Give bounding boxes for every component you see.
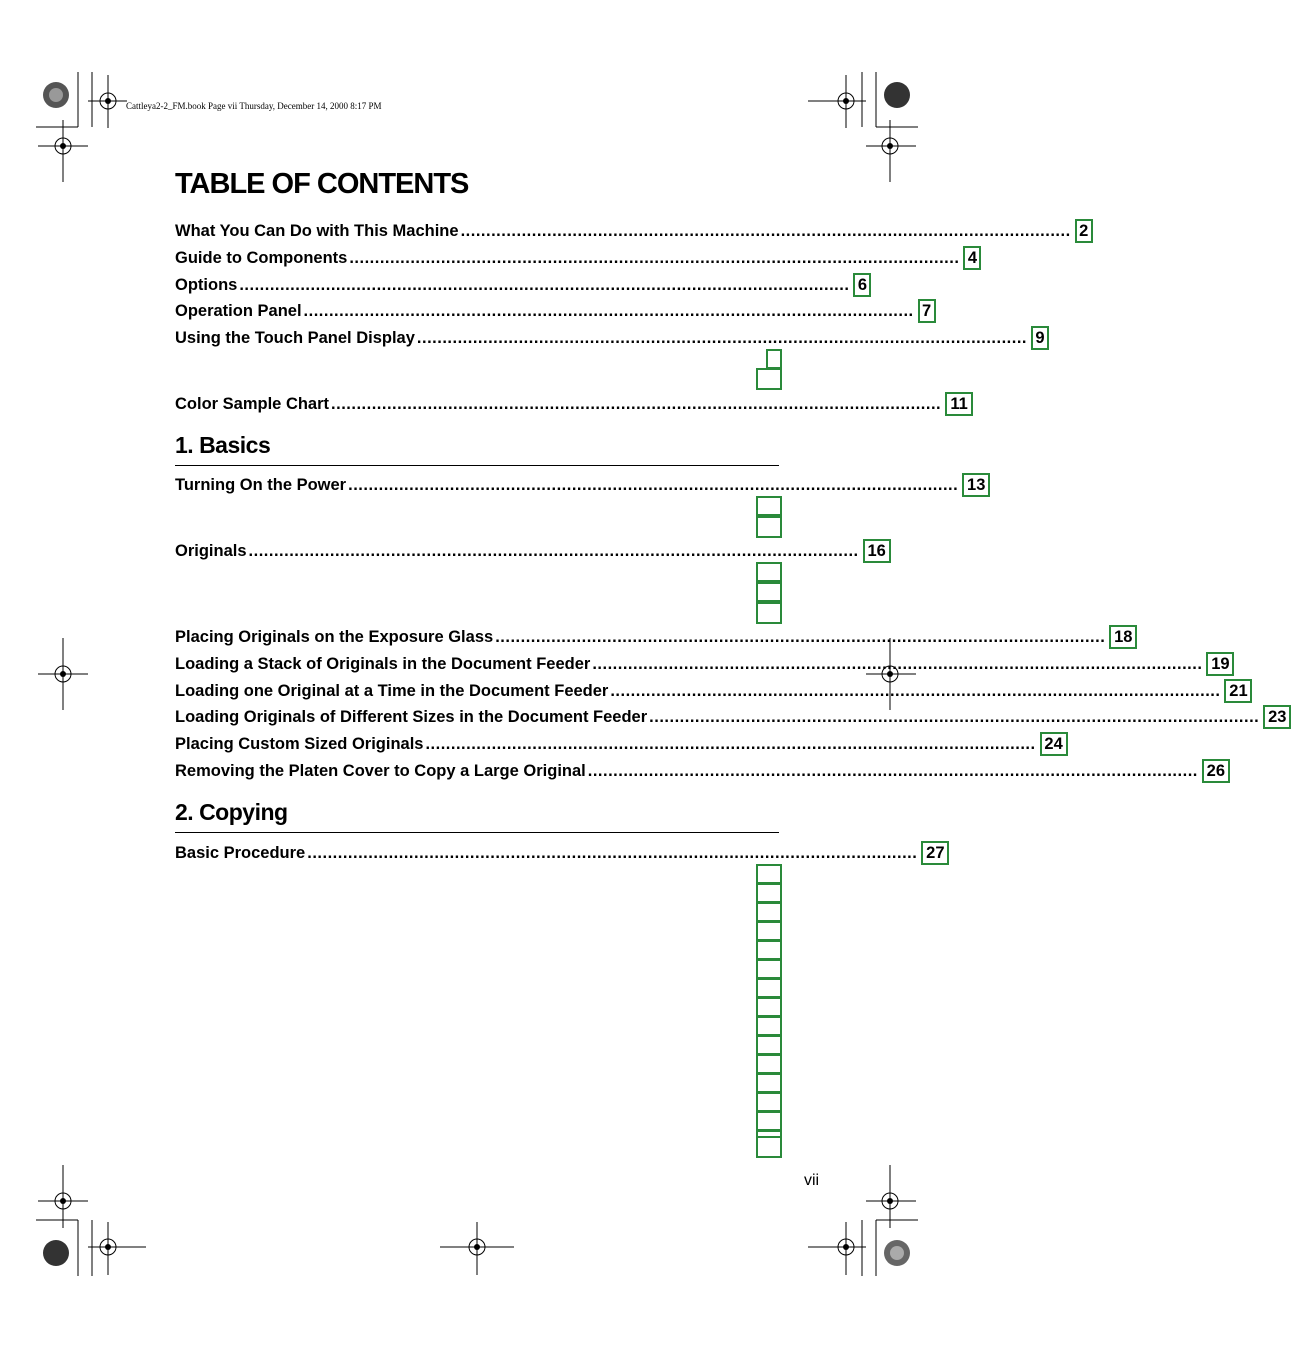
dot-leader: ........................................................................................................................ [239, 275, 850, 294]
page-link[interactable]: 13 [962, 473, 990, 497]
toc-entry-different-sizes[interactable] [175, 704, 1287, 730]
empty-link-box[interactable] [756, 1035, 782, 1055]
toc-entry-operation-panel[interactable] [175, 298, 932, 324]
dot-leader: ........................................................................................................................ [495, 627, 1106, 646]
toc-title: TABLE OF CONTENTS [175, 168, 469, 200]
dot-leader: ........................................................................................................................ [303, 301, 914, 320]
empty-link-box[interactable] [756, 959, 782, 979]
dot-leader: ........................................................................................................................ [248, 541, 859, 560]
page-number: vii [804, 1172, 820, 1189]
dot-leader: ........................................................................................................................ [425, 734, 1036, 753]
page-link[interactable]: 23 [1263, 705, 1291, 729]
empty-link-box[interactable] [756, 1136, 782, 1158]
page-link[interactable]: 11 [945, 392, 973, 416]
page-link[interactable]: 9 [1031, 326, 1049, 350]
empty-link-box[interactable] [756, 1073, 782, 1093]
empty-link-box[interactable] [756, 978, 782, 998]
dot-leader: ........................................................................................................................ [460, 221, 1071, 240]
dot-leader: ........................................................................................................................ [592, 654, 1203, 673]
empty-link-box[interactable] [756, 368, 782, 390]
empty-link-box[interactable] [756, 883, 782, 903]
dot-leader: ........................................................................................................................ [348, 475, 959, 494]
empty-link-box[interactable] [766, 349, 782, 369]
toc-entry-custom-sized[interactable] [175, 731, 1063, 757]
toc-entry-one-original[interactable] [175, 678, 1248, 704]
toc-entry-touch-panel[interactable] [175, 325, 1045, 351]
page-link[interactable]: 2 [1075, 219, 1093, 243]
dot-leader: ........................................................................................................................ [349, 248, 960, 267]
page-link[interactable]: 19 [1206, 652, 1234, 676]
toc-entry-originals[interactable] [175, 538, 886, 564]
dot-leader: ........................................................................................................................ [307, 843, 918, 862]
toc-entry-label: Placing Originals on the Exposure Glass [175, 627, 494, 646]
dot-leader: ........................................................................................................................ [416, 328, 1028, 347]
toc-entry-label: Operation Panel [175, 301, 302, 320]
empty-link-box[interactable] [756, 940, 782, 960]
empty-link-box[interactable] [756, 582, 782, 602]
page-link[interactable]: 27 [921, 841, 949, 865]
dot-leader: ........................................................................................................................ [649, 707, 1260, 726]
dot-leader: ........................................................................................................................ [331, 394, 942, 413]
toc-entry-label: Guide to Components [175, 248, 348, 267]
toc-entry-label: Options [175, 275, 238, 294]
toc-entry-label: Color Sample Chart [175, 394, 330, 413]
empty-link-box[interactable] [756, 496, 782, 516]
print-header-line: Cattleya2-2_FM.book Page vii Thursday, December 14, 2000 8:17 PM [126, 101, 382, 111]
dot-leader: ........................................................................................................................ [610, 681, 1221, 700]
empty-link-box[interactable] [756, 562, 782, 582]
page-link[interactable]: 16 [863, 539, 891, 563]
toc-entry-label: Loading a Stack of Originals in the Document Feeder [175, 654, 591, 673]
page-link[interactable]: 26 [1202, 759, 1230, 783]
toc-entry-label: Using the Touch Panel Display [175, 328, 415, 347]
chapter-heading-copying: 2. Copying [175, 799, 779, 833]
empty-link-box[interactable] [756, 997, 782, 1017]
toc-entry-label: Originals [175, 541, 247, 560]
empty-link-box[interactable] [756, 902, 782, 922]
toc-entry-turning-on-power[interactable] [175, 472, 986, 498]
page-link[interactable]: 21 [1224, 679, 1252, 703]
page-link[interactable]: 18 [1109, 625, 1137, 649]
toc-entry-options[interactable] [175, 272, 868, 298]
toc-entry-platen-cover[interactable] [175, 758, 1226, 784]
toc-entry-label: Turning On the Power [175, 475, 347, 494]
empty-link-box[interactable] [756, 516, 782, 538]
toc-entry-label: Loading Originals of Different Sizes in the Document Feeder [175, 707, 648, 726]
empty-link-box[interactable] [756, 602, 782, 624]
page-link[interactable]: 6 [853, 273, 871, 297]
empty-link-box[interactable] [756, 864, 782, 884]
toc-entry-label: What You Can Do with This Machine [175, 221, 459, 240]
page-link[interactable]: 24 [1040, 732, 1068, 756]
toc-entry-basic-procedure[interactable] [175, 840, 945, 866]
empty-link-box[interactable] [756, 1054, 782, 1074]
chapter-heading-basics: 1. Basics [175, 432, 779, 466]
toc-entry-label: Placing Custom Sized Originals [175, 734, 424, 753]
toc-entry-label: Removing the Platen Cover to Copy a Large Original [175, 761, 586, 780]
empty-link-box[interactable] [756, 921, 782, 941]
toc-entry-label: Basic Procedure [175, 843, 306, 862]
toc-entry-color-sample-chart[interactable] [175, 391, 968, 417]
empty-link-box[interactable] [756, 1111, 782, 1131]
empty-link-box[interactable] [756, 1092, 782, 1112]
toc-entry-exposure-glass[interactable] [175, 624, 1133, 650]
toc-entry-what-you-can-do[interactable] [175, 218, 1089, 244]
toc-entry-label: Loading one Original at a Time in the Document Feeder [175, 681, 609, 700]
dot-leader: ........................................................................................................................ [587, 761, 1198, 780]
page-link[interactable]: 4 [963, 246, 981, 270]
toc-entry-stack-document-feeder[interactable] [175, 651, 1230, 677]
toc-entry-guide-to-components[interactable] [175, 245, 978, 271]
empty-link-box[interactable] [756, 1016, 782, 1036]
page-link[interactable]: 7 [918, 299, 936, 323]
